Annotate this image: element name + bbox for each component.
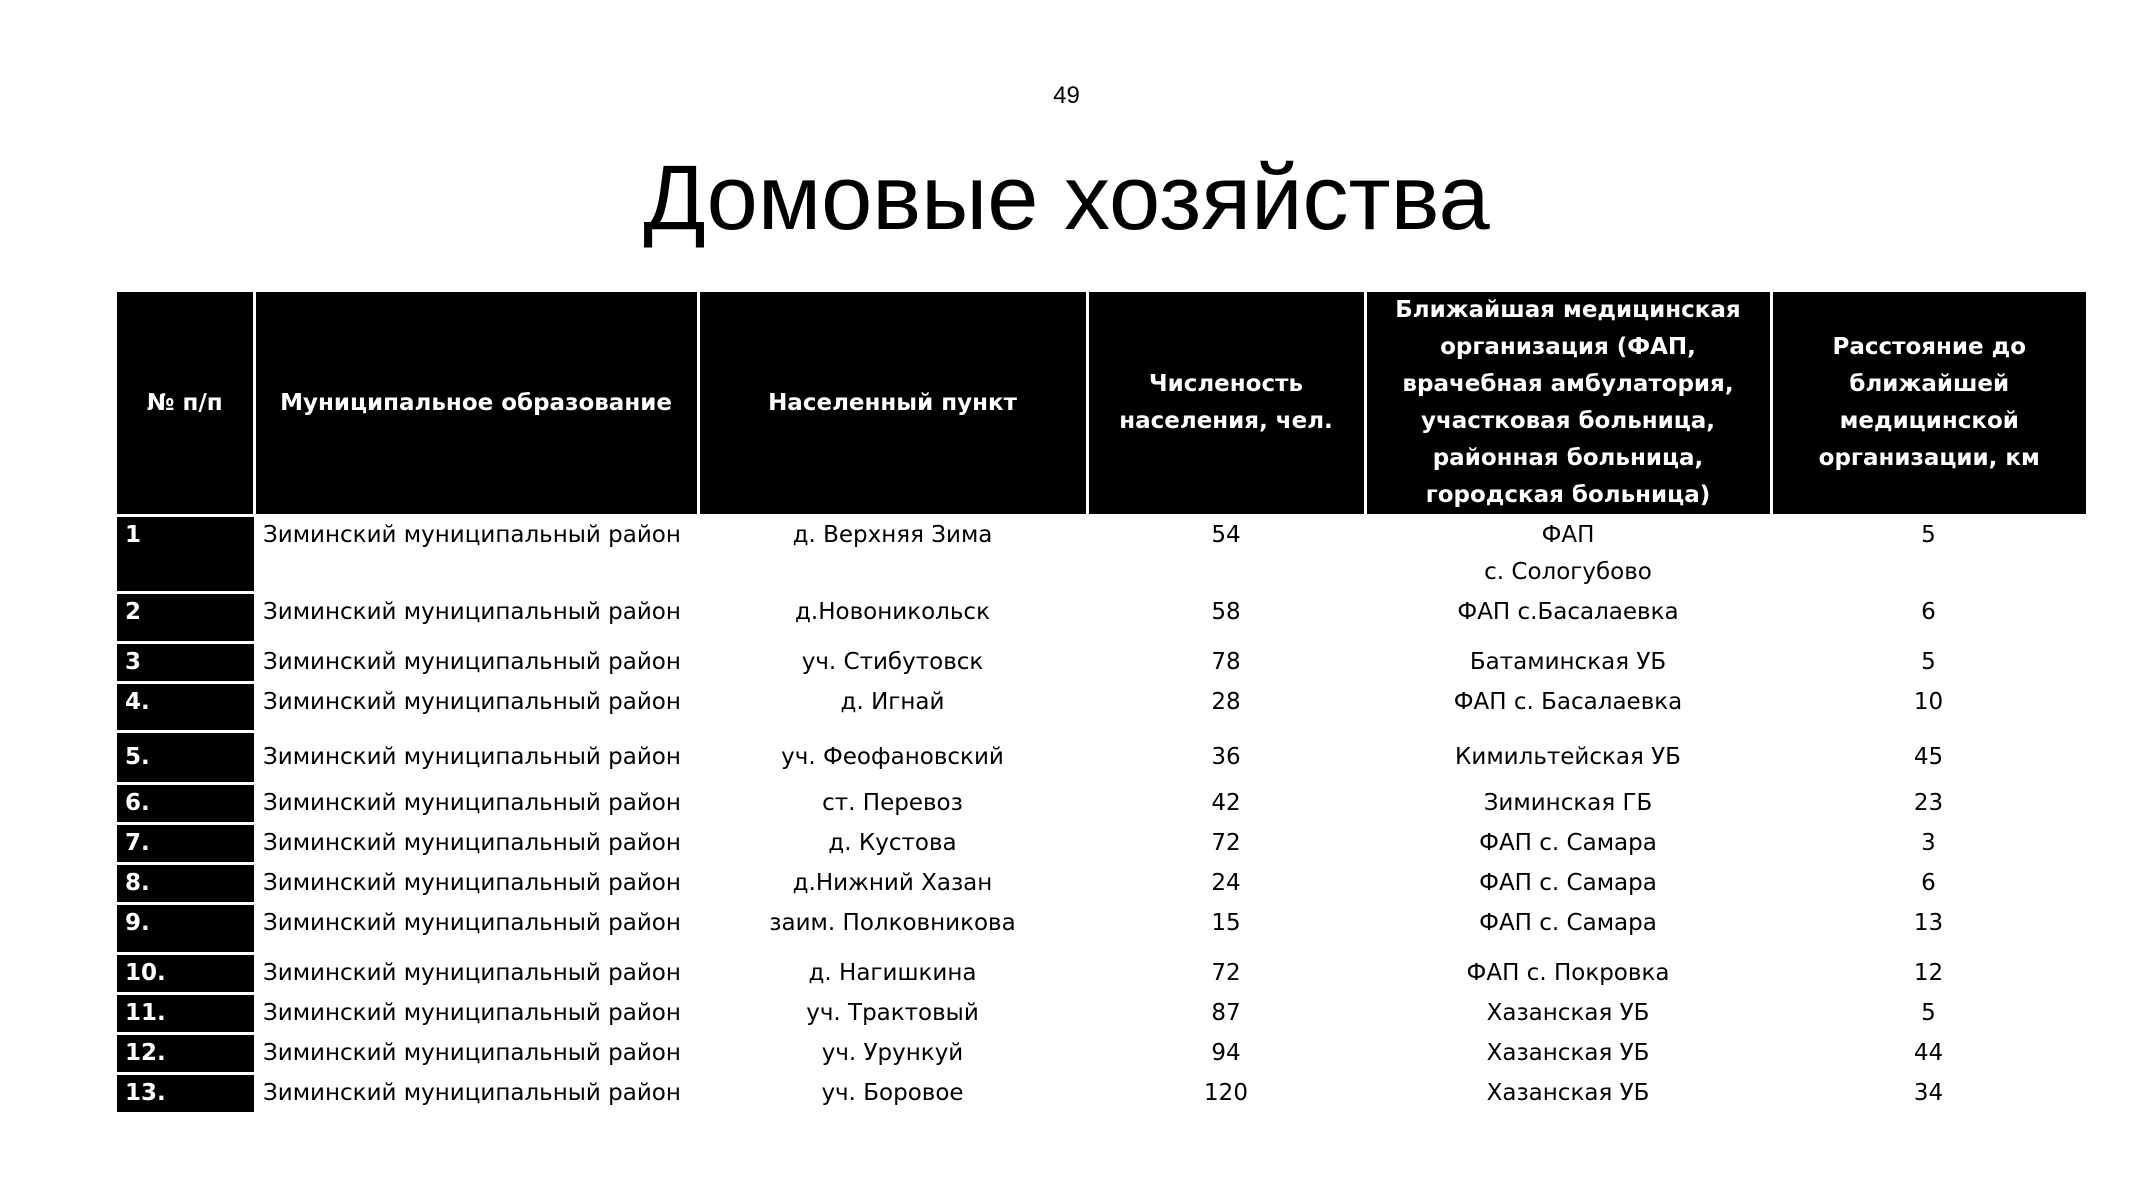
row-medical-facility: Хазанская УБ	[1486, 1000, 1650, 1026]
row-settlement: д.Новоникольск	[795, 599, 990, 625]
header-medical-facility: Ближайшая медицинская организация (ФАП, врачебная амбулатория, участковая больница, районная больница, городская больница)	[1365, 292, 1771, 516]
row-distance: 5	[1921, 649, 1936, 675]
table-row	[117, 954, 2086, 994]
row-number: 10.	[117, 954, 254, 994]
row-distance: 6	[1921, 870, 1936, 896]
row-population: 87	[1211, 1000, 1241, 1026]
facility-line: ФАП	[1541, 522, 1595, 548]
row-settlement: заим. Полковникова	[769, 910, 1016, 936]
table-row	[117, 643, 2086, 683]
row-population: 36	[1211, 744, 1241, 770]
row-population: 58	[1211, 599, 1241, 625]
row-medical-facility: Зиминская ГБ	[1483, 790, 1653, 816]
row-medical-facility: ФАП с. Самара	[1479, 870, 1657, 896]
row-settlement: уч. Боровое	[821, 1080, 964, 1106]
row-distance: 34	[1913, 1080, 1944, 1106]
row-municipality: Зиминский муниципальный район	[263, 689, 681, 715]
row-number: 11.	[117, 994, 254, 1034]
row-population: 24	[1211, 870, 1241, 896]
row-municipality: Зиминский муниципальный район	[263, 522, 681, 548]
row-number: 6.	[117, 784, 254, 824]
row-municipality: Зиминский муниципальный район	[263, 870, 681, 896]
row-number: 7.	[117, 824, 254, 864]
row-number: 9.	[117, 904, 254, 954]
table-row	[117, 1074, 2086, 1113]
page-number: 49	[1053, 82, 1080, 109]
row-distance: 13	[1913, 910, 1944, 936]
row-municipality: Зиминский муниципальный район	[263, 1080, 681, 1106]
row-settlement: уч. Урункуй	[821, 1040, 964, 1066]
row-distance: 5	[1921, 1000, 1936, 1026]
header-population: Численость населения, чел.	[1087, 292, 1365, 516]
row-medical-facility: ФАП с. Самара	[1479, 910, 1657, 936]
row-settlement: д. Верхняя Зима	[792, 522, 993, 548]
row-settlement: ст. Перевоз	[822, 790, 963, 816]
row-distance: 3	[1921, 830, 1936, 856]
row-municipality: Зиминский муниципальный район	[263, 1040, 681, 1066]
row-distance: 45	[1913, 744, 1944, 770]
row-settlement: уч. Феофановский	[781, 744, 1004, 770]
row-medical-facility: ФАП с. Басалаевка	[1453, 689, 1683, 715]
row-population: 54	[1211, 522, 1241, 548]
table-row	[117, 994, 2086, 1034]
row-number: 2	[117, 593, 254, 643]
row-settlement: д. Игнай	[840, 689, 945, 715]
table-row	[117, 824, 2086, 864]
row-number: 1	[117, 516, 254, 593]
row-municipality: Зиминский муниципальный район	[263, 599, 681, 625]
row-medical-facility: Кимильтейская УБ	[1455, 744, 1681, 770]
header-municipality: Муниципальное образование	[254, 292, 698, 516]
row-population: 120	[1204, 1080, 1248, 1106]
page-title: Домовые хозяйства	[643, 147, 1490, 249]
table-row	[117, 864, 2086, 904]
row-population: 78	[1211, 649, 1241, 675]
row-settlement: д.Нижний Хазан	[792, 870, 993, 896]
row-settlement: д. Кустова	[828, 830, 957, 856]
row-population: 94	[1211, 1040, 1241, 1066]
row-municipality: Зиминский муниципальный район	[263, 649, 681, 675]
table-row	[117, 593, 2086, 643]
header-number: № п/п	[117, 292, 254, 516]
row-settlement: уч. Трактовый	[806, 1000, 979, 1026]
row-distance: 44	[1913, 1040, 1944, 1066]
row-number: 3	[117, 643, 254, 683]
row-medical-facility: ФАП с. Самара	[1479, 830, 1657, 856]
row-population: 28	[1211, 689, 1241, 715]
table-row	[117, 732, 2086, 784]
header-distance: Расстояние до ближайшей медицинской организации, км	[1771, 292, 2086, 516]
row-distance: 12	[1913, 960, 1944, 986]
row-medical-facility: Хазанская УБ	[1486, 1040, 1650, 1066]
row-population: 72	[1211, 960, 1241, 986]
row-municipality: Зиминский муниципальный район	[263, 1000, 681, 1026]
row-municipality: Зиминский муниципальный район	[263, 960, 681, 986]
row-population: 72	[1211, 830, 1241, 856]
table-header-row	[117, 292, 2086, 516]
table-row	[117, 516, 2086, 593]
row-settlement: д. Нагишкина	[808, 960, 977, 986]
row-municipality: Зиминский муниципальный район	[263, 830, 681, 856]
table-row	[117, 784, 2086, 824]
row-population: 15	[1211, 910, 1241, 936]
households-table	[117, 292, 2086, 1112]
header-settlement: Населенный пункт	[698, 292, 1087, 516]
row-medical-facility: Батаминская УБ	[1469, 649, 1667, 675]
row-number: 8.	[117, 864, 254, 904]
row-municipality: Зиминский муниципальный район	[263, 744, 681, 770]
row-settlement: уч. Стибутовск	[801, 649, 984, 675]
row-population: 42	[1211, 790, 1241, 816]
row-number: 13.	[117, 1074, 254, 1113]
row-medical-facility: ФАП с.Басалаевка	[1457, 599, 1679, 625]
facility-line-2: с. Сологубово	[1484, 559, 1652, 585]
row-medical-facility: Хазанская УБ	[1486, 1080, 1650, 1106]
row-distance: 6	[1921, 599, 1936, 625]
row-distance: 5	[1921, 522, 1936, 548]
row-municipality: Зиминский муниципальный район	[263, 790, 681, 816]
row-number: 5.	[117, 732, 254, 784]
table-row	[117, 683, 2086, 732]
table-row	[117, 1034, 2086, 1074]
row-distance: 10	[1913, 689, 1944, 715]
row-medical-facility	[1365, 516, 1771, 593]
row-number: 4.	[117, 683, 254, 732]
table-row	[117, 904, 2086, 954]
row-number: 12.	[117, 1034, 254, 1074]
row-municipality: Зиминский муниципальный район	[263, 910, 681, 936]
row-distance: 23	[1913, 790, 1944, 816]
row-medical-facility: ФАП с. Покровка	[1466, 960, 1670, 986]
